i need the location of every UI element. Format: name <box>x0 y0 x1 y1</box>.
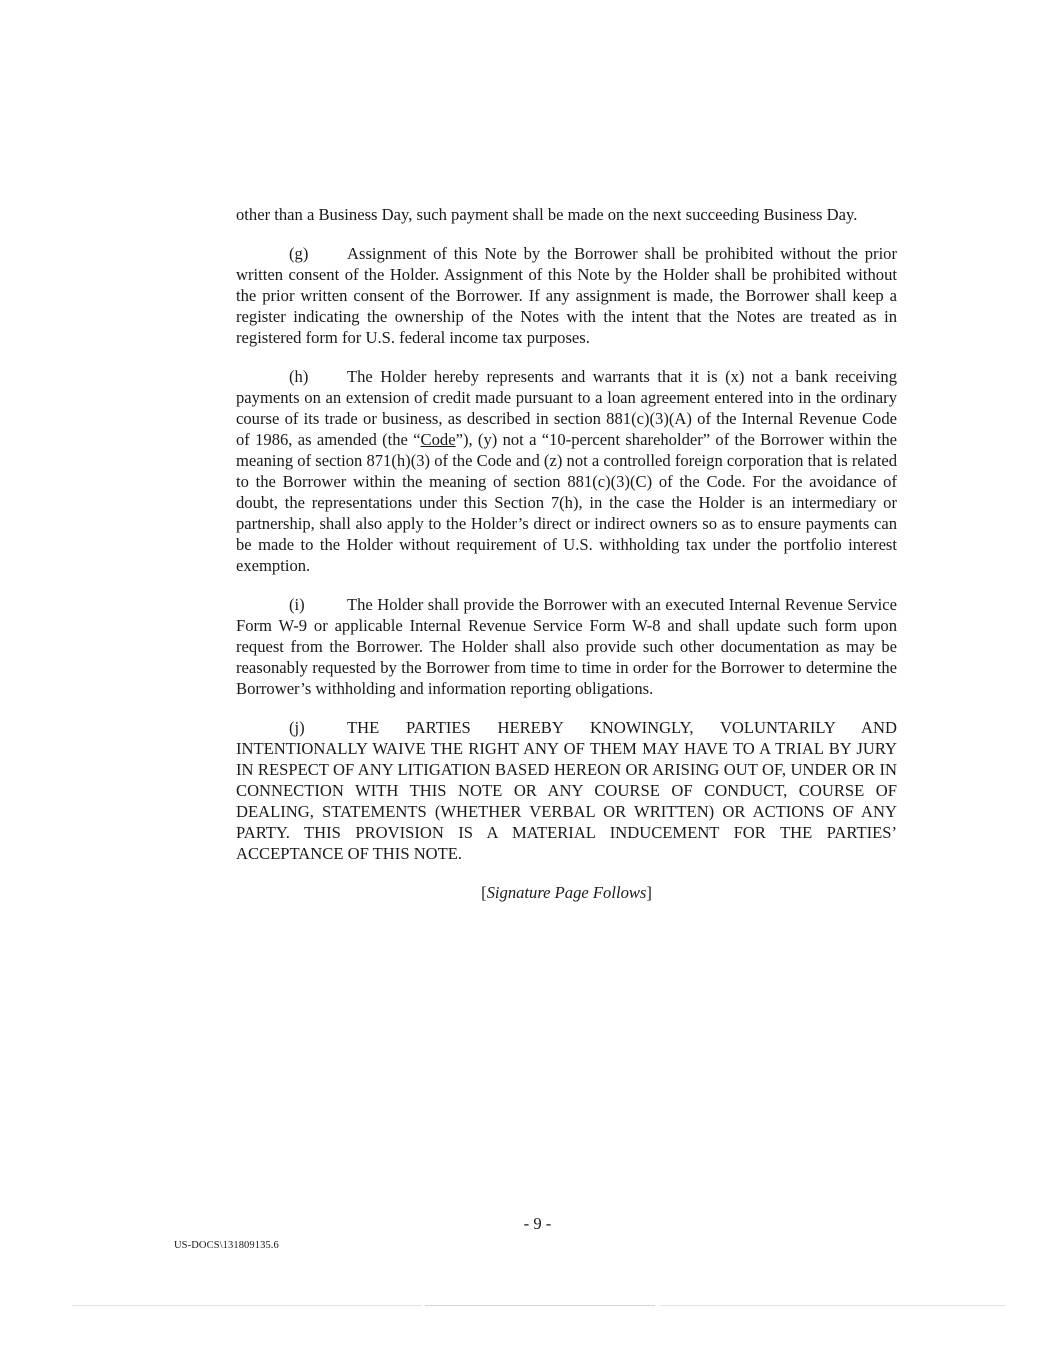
section-j-text: THE PARTIES HEREBY KNOWINGLY, VOLUNTARILY AND INTENTIONALLY WAIVE THE RIGHT ANY OF THEM MAY HAVE TO A TRIAL BY JURY IN RESPECT OF ANY LITIGATION BASED HEREON OR ARISING OUT OF, UNDER OR IN CONNECTION WITH THIS NOTE OR ANY COURSE OF CONDUCT, COURSE OF DEALING, STATEMENTS (WHETHER VERBAL OR WRITTEN) OR ACTIONS OF ANY PARTY. THIS PROVISION IS A MATERIAL INDUCEMENT FOR THE PARTIES’ ACCEPTANCE OF THIS NOTE. <box>236 718 897 863</box>
document-body <box>236 204 897 920</box>
document-id: US-DOCS\131809135.6 <box>174 1240 279 1251</box>
section-i-text: The Holder shall provide the Borrower with an executed Internal Revenue Service Form W-9 or applicable Internal Revenue Service Form W-8 and shall update such form upon request from the Borrower. The Holder shall also provide such other documentation as may be reasonably requested by the Borrower from time to time in order for the Borrower to determine the Borrower’s withholding and information reporting obligations. <box>236 595 897 698</box>
continuation-paragraph: other than a Business Day, such payment shall be made on the next succeeding Business Day. <box>236 205 858 224</box>
section-i-paragraph <box>236 594 897 699</box>
defined-term-code: Code <box>420 430 456 449</box>
section-g-paragraph <box>236 243 897 348</box>
signature-note-text: Signature Page Follows <box>486 883 647 902</box>
section-h-text-after: ”), (y) not a “10-percent shareholder” of the Borrower within the meaning of section 871(h)(3) of the Code and (z) not a controlled foreign corporation that is related to the Borrower within the meaning of section 881(c)(3)(C) of the Code. For the avoidance of doubt, the representations under this Section 7(h), in the case the Holder is an intermediary or partnership, shall also apply to the Holder’s direct or indirect owners so as to ensure payments can be made to the Holder without requirement of U.S. withholding tax under the portfolio interest exemption. <box>236 430 897 575</box>
section-j-label: (j) <box>289 718 305 737</box>
section-h-text-before: The Holder hereby represents and warrants that it is (x) not a bank receiving payments on an extension of credit made pursuant to a loan agreement entered into in the ordinary course of its trade or business, as described in section 881(c)(3)(A) of the Internal Revenue Code of 1986, as amended (the “ <box>236 367 897 449</box>
section-i-label: (i) <box>289 595 305 614</box>
section-j-paragraph <box>236 717 897 864</box>
bottom-rule-left <box>72 1305 422 1306</box>
section-h-paragraph <box>236 366 897 576</box>
section-h-label: (h) <box>289 367 309 386</box>
bottom-rule-center <box>425 1305 655 1306</box>
page-number: - 9 - <box>523 1214 552 1233</box>
signature-note-open-bracket: [ <box>481 883 487 902</box>
section-g-text: Assignment of this Note by the Borrower shall be prohibited without the prior written consent of the Holder. Assignment of this Note by the Holder shall be prohibited without the prior written consent of the Borrower. If any assignment is made, the Borrower shall keep a register indicating the ownership of the Notes with the intent that the Notes are treated as in registered form for U.S. federal income tax purposes. <box>236 244 897 347</box>
bottom-rule-right <box>660 1305 1005 1306</box>
signature-note-close-bracket: ] <box>646 883 652 902</box>
section-g-label: (g) <box>289 244 309 263</box>
signature-page-note <box>236 882 897 903</box>
